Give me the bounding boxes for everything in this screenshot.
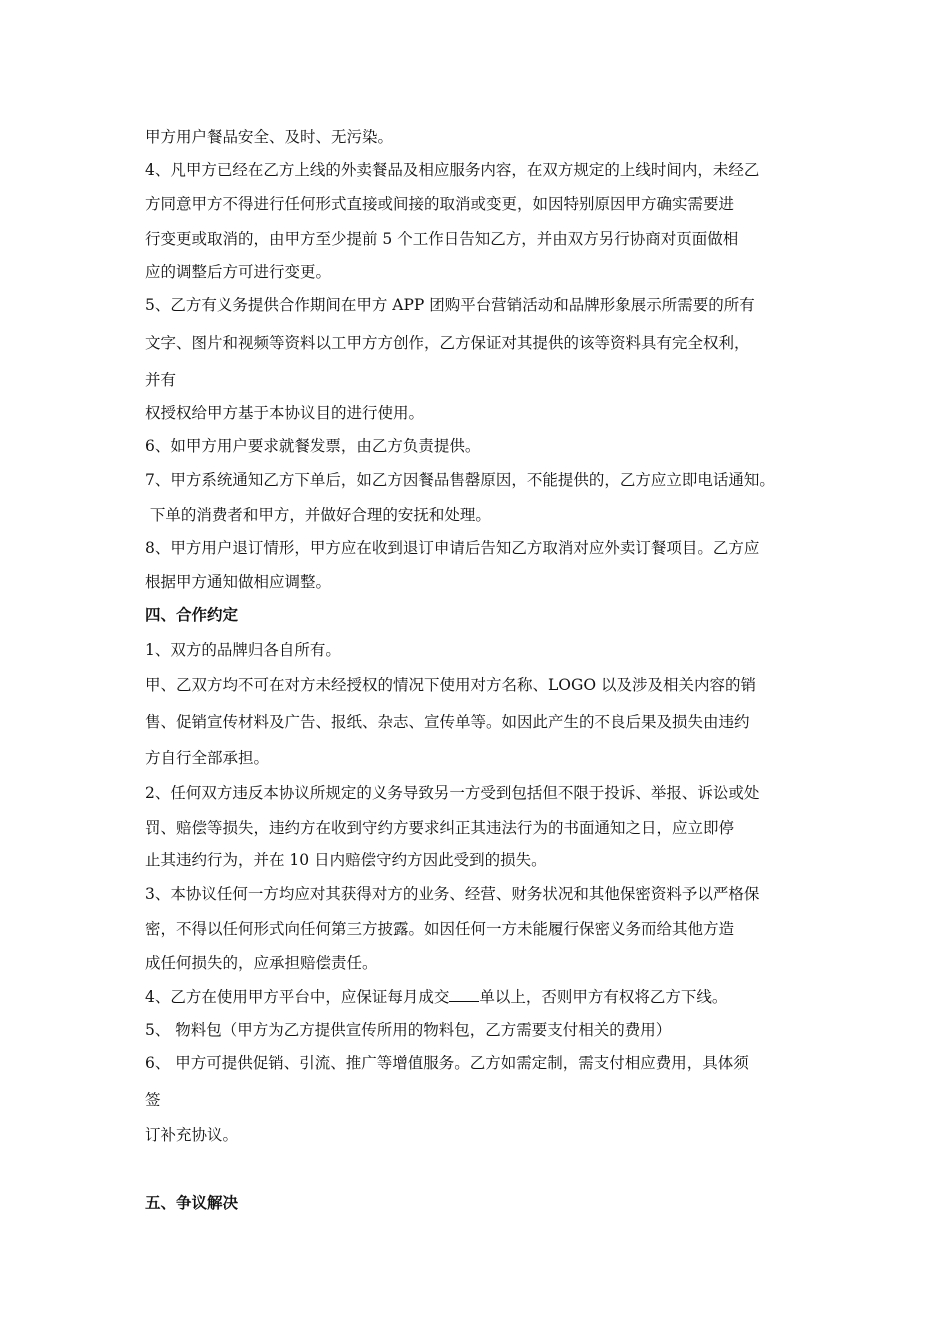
paragraph-line: 方自行全部承担。 — [145, 749, 270, 767]
clause-4-6-line: 6、 甲方可提供促销、引流、推广等增值服务。乙方如需定制，需支付相应费用，具体须 — [145, 1054, 749, 1072]
paragraph-line: 签 — [145, 1091, 161, 1109]
paragraph-line: 并有 — [145, 371, 177, 389]
clause-4-2-line: 2、任何双方违反本协议所规定的义务导致另一方受到包括但不限于投诉、举报、诉讼或处 — [145, 784, 760, 802]
clause-4-1-line: 1、双方的品牌归各自所有。 — [145, 641, 341, 659]
paragraph-line: 成任何损失的，应承担赔偿责任。 — [145, 954, 378, 972]
clause-4-4-text-after: 单以上，否则甲方有权将乙方下线。 — [479, 988, 728, 1006]
clause-4-5-line: 5、 物料包（甲方为乙方提供宣传所用的物料包，乙方需要支付相关的费用） — [145, 1021, 672, 1039]
clause-4-3-line: 3、本协议任何一方均应对其获得对方的业务、经营、财务状况和其他保密资料予以严格保 — [145, 885, 760, 903]
blank-underline — [449, 987, 479, 1002]
paragraph-line: 根据甲方通知做相应调整。 — [145, 573, 332, 591]
paragraph-line: 文字、图片和视频等资料以工甲方方创作，乙方保证对其提供的该等资料具有完全权利， — [145, 334, 750, 352]
clause-4-4-text-before: 4、乙方在使用甲方平台中，应保证每月成交 — [145, 988, 450, 1006]
clause-3-6-line: 6、如甲方用户要求就餐发票，由乙方负责提供。 — [145, 437, 481, 455]
section-heading-4: 四、合作约定 — [145, 606, 239, 624]
clause-3-5-line: 5、乙方有义务提供合作期间在甲方 APP 团购平台营销活动和品牌形象展示所需要的所有 — [145, 296, 755, 314]
paragraph-line: 售、促销宣传材料及广告、报纸、杂志、宣传单等。如因此产生的不良后果及损失由违约 — [145, 713, 750, 731]
clause-3-7-line: 7、甲方系统通知乙方下单后，如乙方因餐品售罄原因，不能提供的，乙方应立即电话通知。 — [145, 471, 775, 489]
paragraph-line: 订补充协议。 — [145, 1126, 239, 1144]
clause-3-4-line: 4、凡甲方已经在乙方上线的外卖餐品及相应服务内容，在双方规定的上线时间内，未经乙 — [145, 161, 760, 179]
paragraph-line: 甲、乙双方均不可在对方未经授权的情况下使用对方名称、LOGO 以及涉及相关内容的销 — [145, 676, 757, 694]
paragraph-line: 密，不得以任何形式向任何第三方披露。如因任何一方未能履行保密义务而给其他方造 — [145, 920, 735, 938]
paragraph-line: 行变更或取消的，由甲方至少提前 5 个工作日告知乙方，并由双方另行协商对页面做相 — [145, 230, 739, 248]
paragraph-line: 罚、赔偿等损失，违约方在收到守约方要求纠正其违法行为的书面通知之日，应立即停 — [145, 819, 735, 837]
paragraph-line: 止其违约行为，并在 10 日内赔偿守约方因此受到的损失。 — [145, 851, 547, 869]
paragraph-line: 权授权给甲方基于本协议目的进行使用。 — [145, 404, 425, 422]
clause-4-4-line — [145, 987, 727, 1007]
paragraph-line: 甲方用户餐品安全、及时、无污染。 — [145, 128, 394, 146]
paragraph-line: 方同意甲方不得进行任何形式直接或间接的取消或变更，如因特别原因甲方确实需要进 — [145, 195, 735, 213]
clause-3-8-line: 8、甲方用户退订情形，甲方应在收到退订申请后告知乙方取消对应外卖订餐项目。乙方应 — [145, 539, 760, 557]
paragraph-line: 应的调整后方可进行变更。 — [145, 263, 332, 281]
section-heading-5: 五、争议解决 — [145, 1194, 239, 1212]
paragraph-line: 下单的消费者和甲方，并做好合理的安抚和处理。 — [145, 506, 491, 524]
